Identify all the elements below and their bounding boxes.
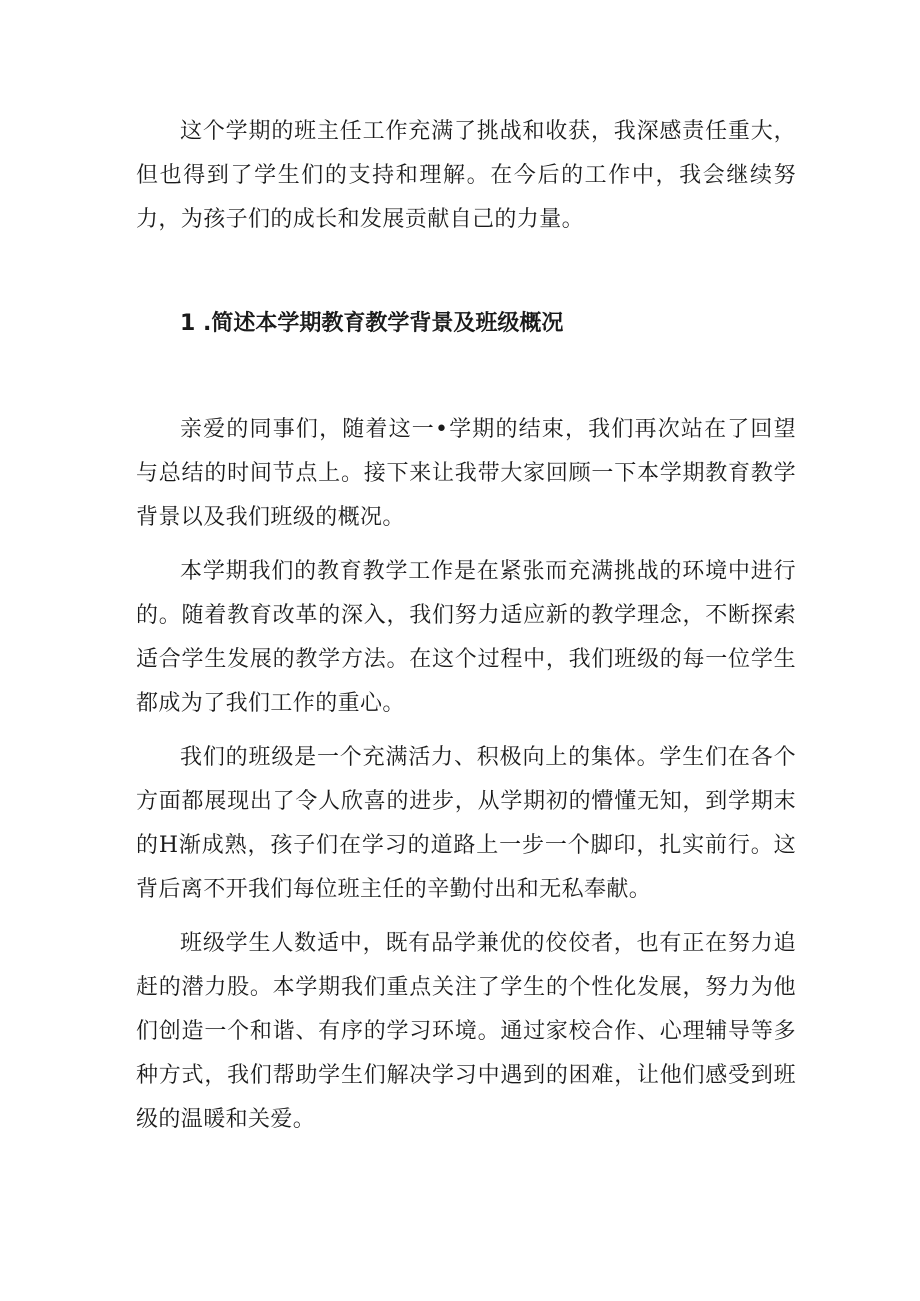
spacer xyxy=(136,346,796,408)
document-page xyxy=(136,110,796,1142)
body-paragraph-3: 我们的班级是一个充满活力、积极向上的集体。学生们在各个方面都展现出了令人欣喜的进步，从学期初的懵懂无知，到学期末的H渐成熟，孩子们在学习的道路上一步一个脚印，扎实前行。这背后离不开我们每位班主任的辛勤付出和无私奉献。 xyxy=(136,745,796,902)
spacer xyxy=(136,912,796,922)
body-paragraph-1: 亲爱的同事们，随着这一•学期的结束，我们再次站在了回望与总结的时间节点上。接下来让我带大家回顾一下本学期教育教学背景以及我们班级的概况。 xyxy=(136,417,796,530)
spacer xyxy=(136,726,796,736)
spacer xyxy=(136,540,796,550)
intro-paragraph: 这个学期的班主任工作充满了挑战和收获，我深感责任重大，但也得到了学生们的支持和理解。在今后的工作中，我会继续努力，为孩子们的成长和发展贡献自己的力量。 xyxy=(136,119,796,232)
body-paragraph-4: 班级学生人数适中，既有品学兼优的佼佼者，也有正在努力追赶的潜力股。本学期我们重点关注了学生的个性化发展，努力为他们创造一个和谐、有序的学习环境。通过家校合作、心理辅导等多种方式，我们帮助学生们解决学习中遇到的困难，让他们感受到班级的温暖和关爱。 xyxy=(136,931,796,1132)
body-paragraph-2: 本学期我们的教育教学工作是在紧张而充满挑战的环境中进行的。随着教育改革的深入，我们努力适应新的教学理念，不断探索适合学生发展的教学方法。在这个过程中，我们班级的每一位学生都成为了我们工作的重心。 xyxy=(136,559,796,716)
section-heading: 1 .简述本学期教育教学背景及班级概况 xyxy=(180,311,564,336)
spacer xyxy=(136,242,796,302)
